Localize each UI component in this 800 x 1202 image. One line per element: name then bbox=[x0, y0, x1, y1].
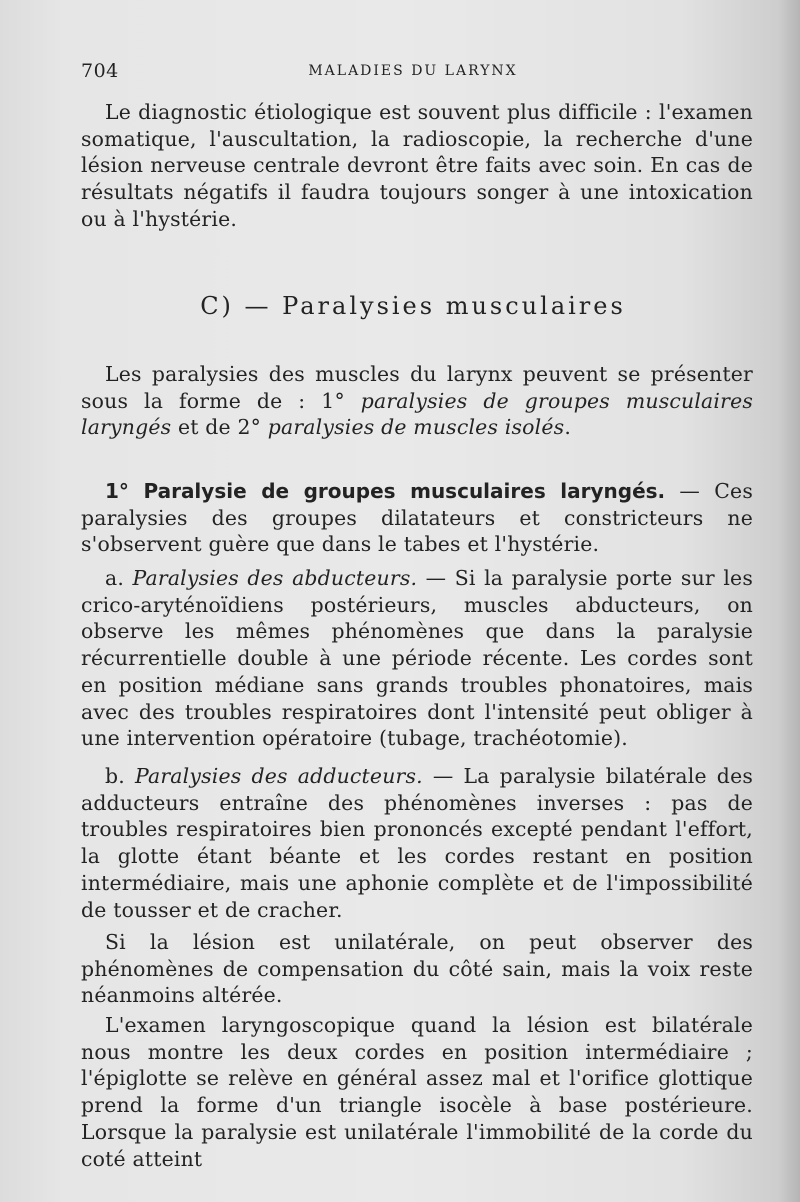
intro-text-3: . bbox=[564, 415, 571, 440]
abducteurs-label: a. bbox=[105, 566, 133, 590]
running-title: MALADIES DU LARYNX bbox=[308, 63, 518, 79]
groupes-text: — Ces paralysies des groupes dilatateurs et constricteurs ne s'observent guère que dans le tabes et l'hystérie. bbox=[81, 479, 753, 557]
intro-text-1: Les paralysies des muscles du larynx peuvent se présenter sous la forme de : 1° bbox=[81, 362, 753, 413]
page-header bbox=[81, 60, 745, 88]
page-edge-shadow bbox=[778, 0, 800, 1202]
adducteurs-label: b. bbox=[105, 764, 135, 788]
page-number: 704 bbox=[81, 60, 119, 82]
intro-text-2: et de 2° bbox=[171, 415, 268, 440]
adducteurs-run-in: Paralysies des adducteurs. bbox=[135, 764, 423, 788]
paragraph-groupes bbox=[81, 478, 753, 558]
adducteurs-text: — La paralysie bilatérale des adducteurs entraîne des phénomènes inverses : pas de troubles respiratoires bien prononcés excepté pendant l'effort, la glotte étant béante et les cordes restant en position intermédiaire, mais une aphonie complète et de l'impossibilité de tousser et de cracher. bbox=[81, 764, 753, 922]
abducteurs-text: — Si la paralysie porte sur les crico-aryténoïdiens postérieurs, muscles abducteurs, on observe les mêmes phénomènes que dans la paralysie récurrentielle double à une période récente. Les cordes sont en position médiane sans grands troubles phonatoires, mais avec des troubles respiratoires dont l'intensité peut obliger à une intervention opératoire (tubage, trachéotomie). bbox=[81, 566, 753, 751]
paragraph-diagnostic: Le diagnostic étiologique est souvent plus difficile : l'examen somatique, l'auscultation, la radioscopie, la recherche d'une lésion nerveuse centrale devront être faits avec soin. En cas de résultats négatifs il faudra toujours songer à une intoxication ou à l'hystérie. bbox=[81, 100, 753, 231]
paragraph-laryngoscopique: L'examen laryngoscopique quand la lésion est bilatérale nous montre les deux cordes en position intermédiaire ; l'épiglotte se relève en général assez mal et l'orifice glottique prend la forme d'un triangle isocèle à base postérieure. Lorsque la paralysie est unilatérale l'immobilité de la corde du coté atteint bbox=[81, 1013, 753, 1171]
paragraph-adducteurs bbox=[81, 763, 753, 923]
intro-italic-1: paralysies de groupes musculaires laryngés bbox=[81, 388, 753, 440]
paragraph-intro bbox=[81, 361, 753, 441]
section-heading: C) — Paralysies musculaires bbox=[200, 292, 626, 320]
paragraph-unilaterale: Si la lésion est unilatérale, on peut observer des phénomènes de compensation du côté sain, mais la voix reste néanmoins altérée. bbox=[81, 930, 753, 1008]
intro-italic-2: paralysies de muscles isolés bbox=[267, 415, 565, 440]
paragraph-abducteurs bbox=[81, 565, 753, 752]
subsection-heading: 1° Paralysie de groupes musculaires laryngés. bbox=[105, 479, 666, 503]
abducteurs-run-in: Paralysies des abducteurs. bbox=[132, 566, 418, 590]
